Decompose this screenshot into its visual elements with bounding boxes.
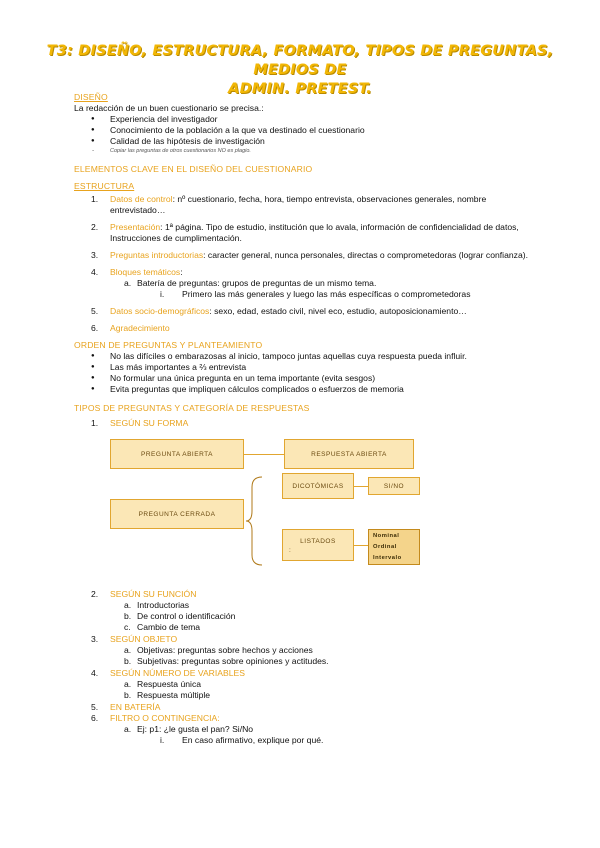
box-dicotomicas <box>282 473 354 499</box>
list-item <box>74 724 544 735</box>
diseno-intro: La redacción de un buen cuestionario se precisa.: <box>74 103 264 113</box>
tipos-s2 <box>74 589 544 600</box>
item-label: SEGÚN SU FORMA <box>110 418 189 428</box>
tipos-s1 <box>74 418 544 429</box>
item-number: a. <box>124 278 132 288</box>
item-label: Datos socio-demográficos <box>110 306 210 316</box>
box-label: LISTADOS <box>300 538 336 545</box>
item-label: SEGÚN NÚMERO DE VARIABLES <box>110 668 245 678</box>
item-number: a. <box>124 724 132 734</box>
elementos-heading: ELEMENTOS CLAVE EN EL DISEÑO DEL CUESTIONARIO <box>74 164 313 174</box>
box-respuesta-abierta <box>284 439 414 469</box>
estructura-item-3 <box>74 250 544 261</box>
estructura-item-6 <box>74 323 544 334</box>
list-item <box>74 645 544 656</box>
estructura-list-cont <box>74 306 544 334</box>
box-escalas <box>368 529 420 565</box>
bloques-subsubitem <box>74 289 544 300</box>
item-number: 1. <box>91 418 99 428</box>
item-text: Introductorias <box>137 600 190 610</box>
page-title <box>40 42 560 99</box>
box-label: PREGUNTA CERRADA <box>138 510 216 518</box>
tipos-s4 <box>74 668 544 679</box>
item-text: : 1ª página. Tipo de estudio, institución que lo avala, información de confidencialidad de datos, Instrucciones de cumplimentación. <box>110 222 519 243</box>
item-text: Respuesta única <box>137 679 202 689</box>
item-number: i. <box>160 735 165 745</box>
tipos-s5 <box>74 702 544 713</box>
item-number: b. <box>124 611 132 621</box>
box-pregunta-cerrada <box>110 499 244 529</box>
box-pregunta-abierta <box>110 439 244 469</box>
item-number: 2. <box>91 222 99 232</box>
list-item: ● Evita preguntas que impliquen cálculos complicados o esfuerzos de memoria <box>74 384 544 395</box>
item-text: Subjetivas: preguntas sobre opiniones y actitudes. <box>137 656 329 666</box>
item-label: EN BATERÍA <box>110 702 161 712</box>
item-text: Cambio de tema <box>137 622 201 632</box>
item-label: FILTRO O CONTINGENCIA: <box>110 713 220 723</box>
list-item <box>74 735 544 746</box>
list-item <box>74 622 544 633</box>
list-item <box>74 690 544 701</box>
estructura-list <box>74 194 544 278</box>
connector <box>354 545 368 546</box>
item-number: a. <box>124 600 132 610</box>
estructura-item-2 <box>74 222 544 244</box>
scale-intervalo: Intervalo <box>373 554 402 561</box>
orden-list <box>74 351 544 395</box>
question-type-diagram <box>74 433 544 583</box>
box-label: PREGUNTA ABIERTA <box>141 450 213 458</box>
item-label: SEGÚN SU FUNCIÓN <box>110 589 197 599</box>
item-number: 4. <box>91 668 99 678</box>
item-text: : <box>180 267 183 277</box>
item-number: a. <box>124 679 132 689</box>
estructura-item-1 <box>74 194 544 216</box>
item-label: SEGÚN OBJETO <box>110 634 178 644</box>
estructura-item-5 <box>74 306 544 317</box>
estructura-item-4 <box>74 267 544 278</box>
connector <box>354 486 368 487</box>
item-number: 1. <box>91 194 99 204</box>
item-text: Primero las más generales y luego las más específicas o comprometedoras <box>182 289 471 299</box>
bloques-subitem <box>74 278 544 289</box>
scale-ordinal: Ordinal <box>373 543 397 550</box>
list-item: ● Conocimiento de la población a la que va destinado el cuestionario <box>74 125 544 136</box>
connector <box>244 454 284 455</box>
list-item: ● No formular una única pregunta en un tema importante (evita sesgos) <box>74 373 544 384</box>
item-number: b. <box>124 690 132 700</box>
item-number: i. <box>160 289 165 299</box>
diseno-heading: DISEÑO <box>74 92 108 102</box>
item-text: De control o identificación <box>137 611 236 621</box>
tipos-s3 <box>74 634 544 645</box>
item-text: Batería de preguntas: grupos de preguntas de un mismo tema. <box>137 278 377 288</box>
item-number: 5. <box>91 306 99 316</box>
brace-icon <box>246 473 286 569</box>
item-label: Preguntas introductorias <box>110 250 204 260</box>
item-text: Objetivas: preguntas sobre hechos y acciones <box>137 645 313 655</box>
title-line-2: ADMIN. PRETEST. <box>228 81 372 97</box>
orden-heading: ORDEN DE PREGUNTAS Y PLANTEAMIENTO <box>74 340 263 350</box>
item-number: 3. <box>91 250 99 260</box>
item-number: c. <box>124 622 131 632</box>
item-number: 4. <box>91 267 99 277</box>
list-item: ● No las difíciles o embarazosas al inicio, tampoco juntas aquellas cuya respuesta pueda influir. <box>74 351 544 362</box>
item-number: 3. <box>91 634 99 644</box>
list-item <box>74 679 544 690</box>
title-line-1: T3: DISEÑO, ESTRUCTURA, FORMATO, TIPOS DE PREGUNTAS, MEDIOS DE <box>46 43 554 78</box>
list-item: ● Calidad de las hipótesis de investigación <box>74 136 544 147</box>
item-text: : caracter general, nunca personales, directas o comprometedoras (lograr confianza). <box>203 250 528 260</box>
list-item <box>74 656 544 667</box>
box-label: DICOTÓMICAS <box>292 482 344 490</box>
item-number: 2. <box>91 589 99 599</box>
box-label-colon: : <box>289 547 292 554</box>
tipos-s6 <box>74 713 544 724</box>
box-label: SI/NO <box>383 482 405 490</box>
item-text: Ej: p1: ¿le gusta el pan? Si/No <box>137 724 254 734</box>
item-label: Bloques temáticos <box>110 267 181 277</box>
item-label: Presentación <box>110 222 161 232</box>
item-text: : sexo, edad, estado civil, nivel eco, estudio, autoposicionamiento… <box>209 306 467 316</box>
item-number: b. <box>124 656 132 666</box>
estructura-heading: ESTRUCTURA <box>74 181 135 191</box>
item-number: 5. <box>91 702 99 712</box>
list-item: ● Las más importantes a ⅔ entrevista <box>74 362 544 373</box>
list-item: ● Experiencia del investigador <box>74 114 544 125</box>
box-label: RESPUESTA ABIERTA <box>311 450 387 458</box>
box-si-no <box>368 477 420 495</box>
document-body <box>74 92 544 746</box>
scale-nominal: Nominal <box>373 532 400 539</box>
item-number: 6. <box>91 713 99 723</box>
box-listados <box>282 529 354 561</box>
list-item <box>74 611 544 622</box>
item-number: a. <box>124 645 132 655</box>
diseno-list <box>74 114 544 156</box>
item-number: 6. <box>91 323 99 333</box>
item-text: En caso afirmativo, explique por qué. <box>182 735 324 745</box>
item-label: Agradecimiento <box>110 323 170 333</box>
diseno-note: - Copiar las preguntas de otros cuestionarios NO es plagio. <box>74 147 544 156</box>
item-text: : nº cuestionario, fecha, hora, tiempo entrevista, observaciones generales, nombre entrevistado… <box>110 194 487 215</box>
item-text: Respuesta múltiple <box>137 690 211 700</box>
tipos-heading: TIPOS DE PREGUNTAS Y CATEGORÍA DE RESPUESTAS <box>74 403 310 413</box>
item-label: Datos de control <box>110 194 173 204</box>
list-item <box>74 600 544 611</box>
